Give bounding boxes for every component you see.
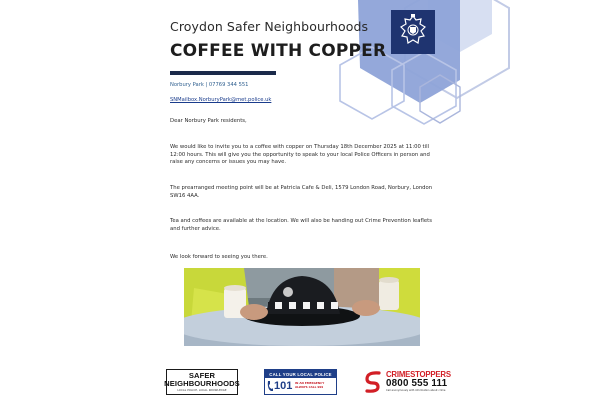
contact-line: Norbury Park | 07769 344 551 (170, 82, 249, 88)
call-logo-note (295, 381, 324, 389)
officers-coffee-photo (184, 268, 420, 346)
org-name: Croydon Safer Neighbourhoods (170, 19, 369, 34)
email-link[interactable]: SNMailbox.NorburyPark@met.police.uk (170, 97, 272, 103)
met-police-crest-icon (388, 7, 438, 57)
call-101-logo (264, 369, 337, 395)
title-underline (170, 71, 276, 75)
safer-logo-line1: SAFER (188, 371, 216, 380)
safer-logo-tagline: LOCAL POLICE, LOCAL KNOWLEDGE (177, 389, 227, 392)
greeting: Dear Norbury Park residents, (170, 118, 247, 124)
call-logo-note-line1: IN AN EMERGENCY (295, 381, 325, 385)
phone-icon (267, 380, 274, 392)
paragraph-closing: We look forward to seeing you there. (170, 254, 268, 260)
safer-logo-line2: NEIGHBOURHOODS (164, 379, 240, 388)
paragraph-invitation: We would like to invite you to a coffee with copper on Thursday 18th December 2025 at 11:00 till 12:00 hours. This will give you the opportunity to speak to your local Police Officers in person and raise any concerns or issues you may have. (170, 144, 430, 166)
call-logo-note-line2: ALWAYS CALL 999 (295, 385, 324, 389)
crimestoppers-tagline: Call anonymously with information about crime (386, 389, 446, 392)
safer-neighbourhoods-logo (166, 369, 238, 395)
crimestoppers-logo (363, 369, 453, 395)
crimestoppers-brand: CRIMESTOPPERS (386, 370, 451, 379)
call-logo-heading: CALL YOUR LOCAL POLICE (265, 370, 336, 378)
paragraph-leaflets: Tea and coffees are available at the location. We will also be handing out Crime Prevention leaflets and further advice. (170, 218, 432, 232)
page-title: COFFEE WITH COPPER (170, 41, 387, 61)
call-logo-number: 101 (274, 380, 293, 392)
paragraph-meeting-point: The prearranged meeting point will be at Patricia Cafe & Deli, 1579 London Road, Norbury, London SW16 4AA. (170, 185, 433, 199)
crimestoppers-phone: 0800 555 111 (386, 378, 448, 389)
crimestoppers-mark-icon (363, 370, 383, 394)
